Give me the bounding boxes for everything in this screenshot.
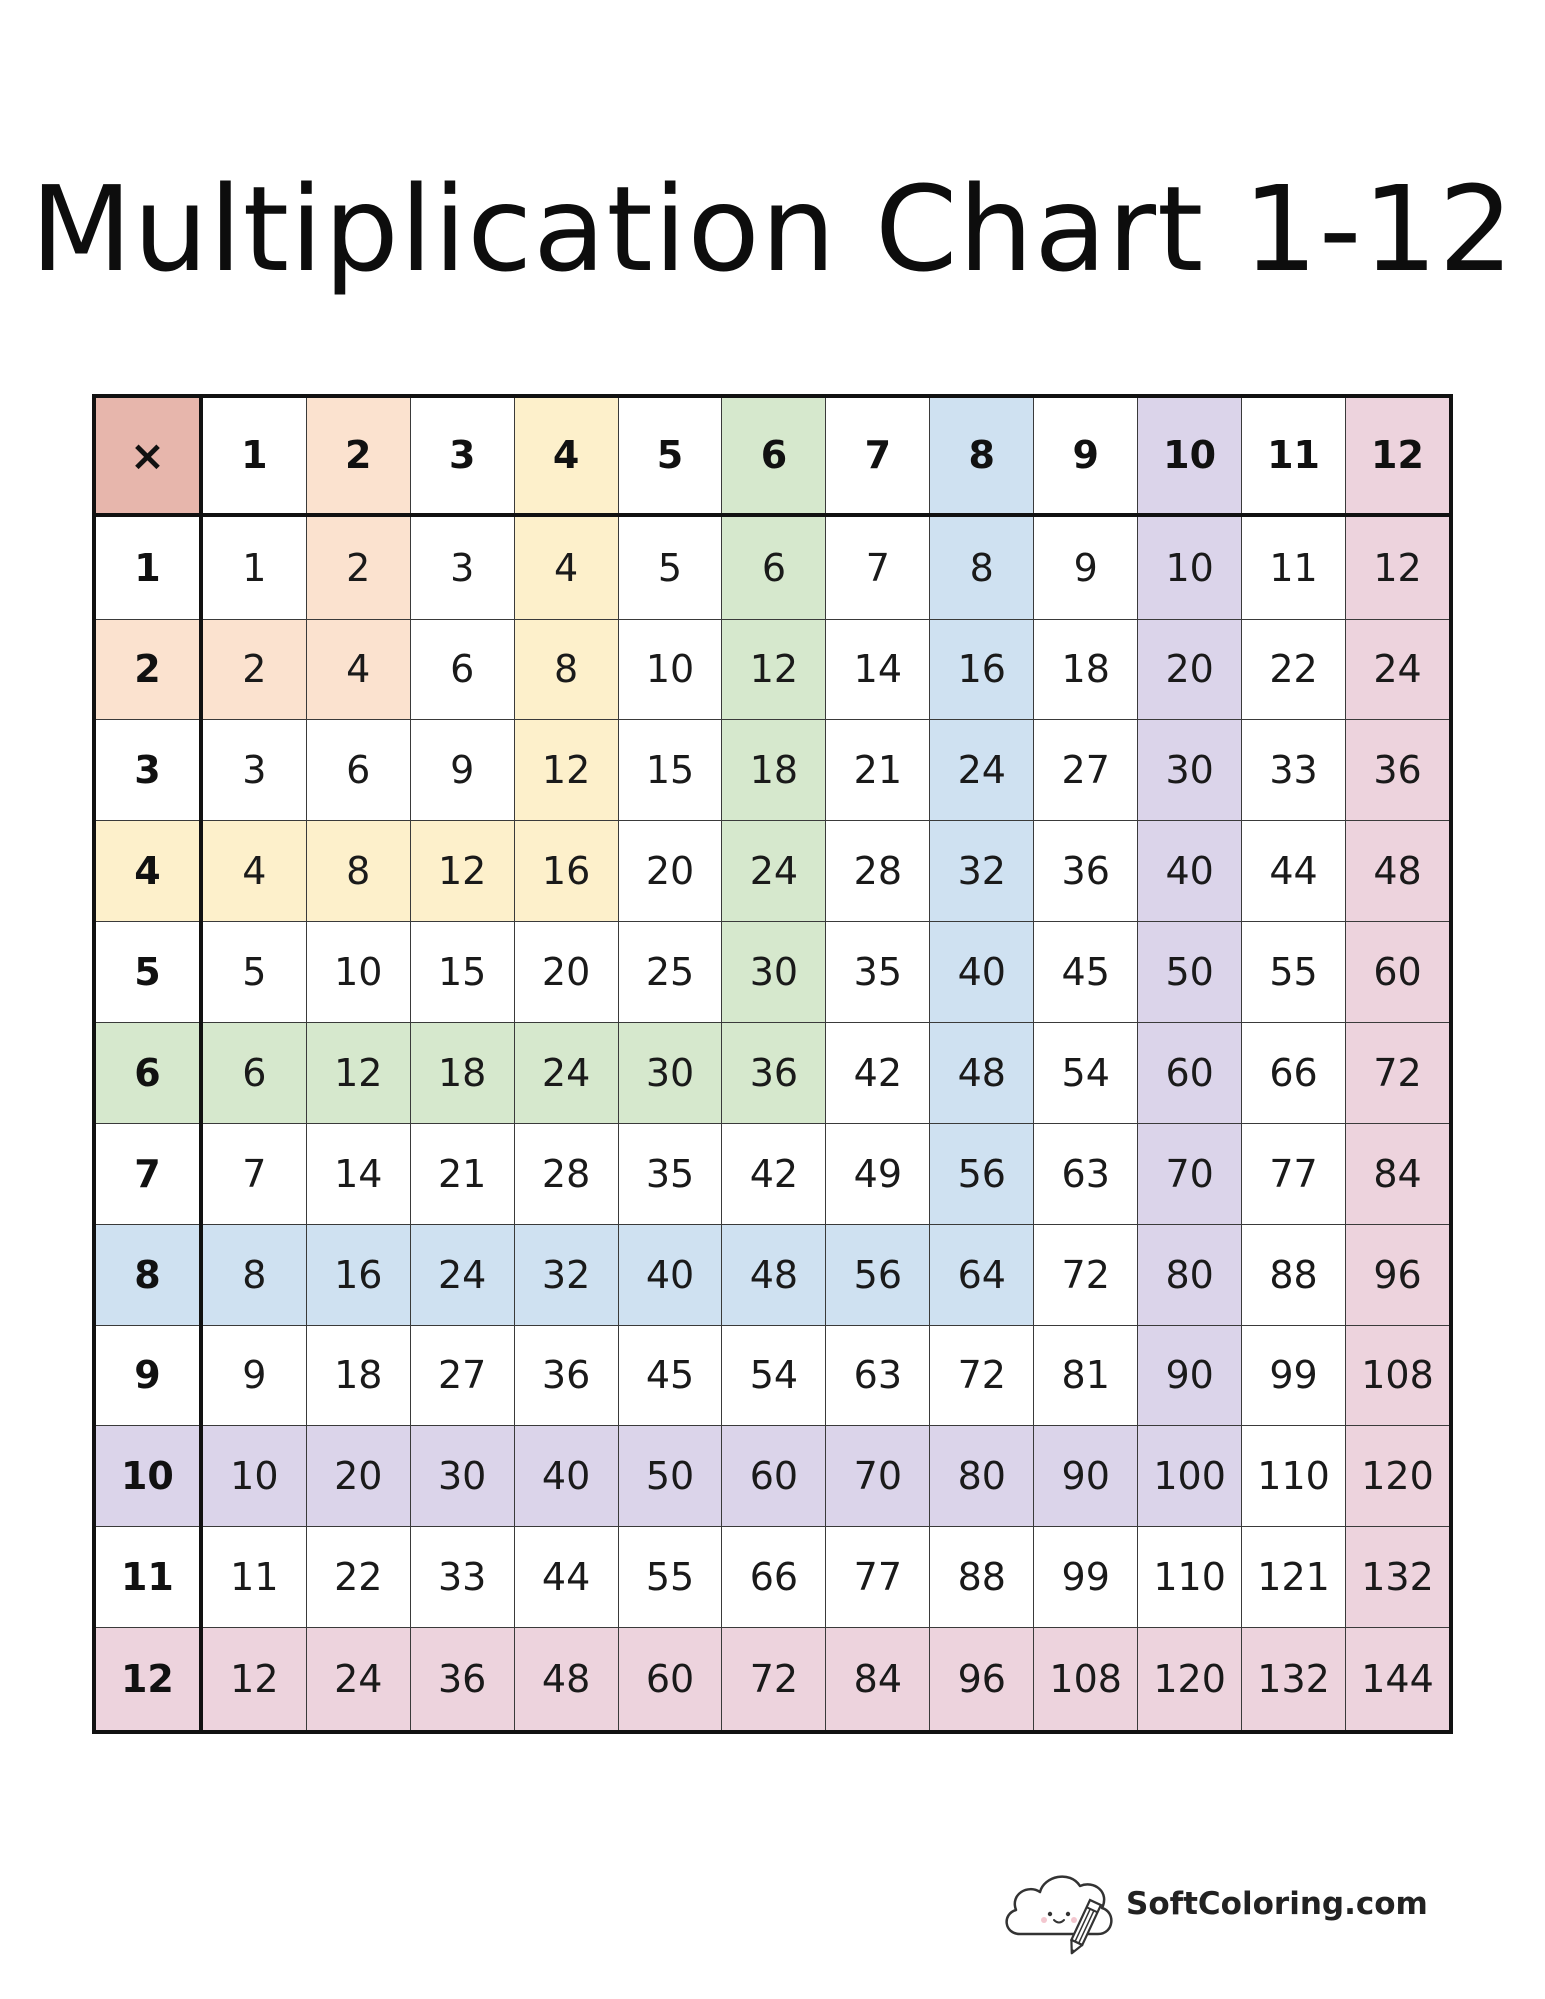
product-cell: 10 (1138, 515, 1242, 619)
product-cell: 99 (1242, 1325, 1346, 1426)
product-cell: 88 (930, 1527, 1034, 1628)
product-cell: 30 (618, 1022, 722, 1123)
product-cell: 36 (1346, 720, 1452, 821)
row-header: 4 (94, 821, 201, 922)
product-cell: 9 (410, 720, 514, 821)
product-cell: 100 (1138, 1426, 1242, 1527)
cloud-pencil-icon (998, 1856, 1128, 1956)
product-cell: 5 (201, 922, 306, 1023)
product-cell: 8 (514, 619, 618, 720)
table-row (94, 1123, 1451, 1224)
product-cell: 108 (1034, 1628, 1138, 1732)
column-header: 6 (722, 396, 826, 515)
product-cell: 18 (306, 1325, 410, 1426)
page-title: Multiplication Chart 1-12 (30, 160, 1515, 298)
product-cell: 32 (514, 1224, 618, 1325)
product-cell: 54 (1034, 1022, 1138, 1123)
column-header: 3 (410, 396, 514, 515)
column-header: 7 (826, 396, 930, 515)
product-cell: 35 (618, 1123, 722, 1224)
row-header: 11 (94, 1527, 201, 1628)
product-cell: 60 (1138, 1022, 1242, 1123)
product-cell: 40 (1138, 821, 1242, 922)
product-cell: 72 (722, 1628, 826, 1732)
product-cell: 80 (930, 1426, 1034, 1527)
product-cell: 50 (618, 1426, 722, 1527)
product-cell: 48 (514, 1628, 618, 1732)
product-cell: 12 (201, 1628, 306, 1732)
product-cell: 70 (1138, 1123, 1242, 1224)
product-cell: 30 (722, 922, 826, 1023)
product-cell: 25 (618, 922, 722, 1023)
product-cell: 77 (826, 1527, 930, 1628)
product-cell: 20 (514, 922, 618, 1023)
product-cell: 28 (514, 1123, 618, 1224)
product-cell: 90 (1034, 1426, 1138, 1527)
product-cell: 144 (1346, 1628, 1452, 1732)
table-row (94, 1022, 1451, 1123)
product-cell: 20 (1138, 619, 1242, 720)
product-cell: 36 (722, 1022, 826, 1123)
product-cell: 8 (930, 515, 1034, 619)
product-cell: 132 (1346, 1527, 1452, 1628)
product-cell: 6 (410, 619, 514, 720)
product-cell: 10 (618, 619, 722, 720)
product-cell: 54 (722, 1325, 826, 1426)
product-cell: 15 (410, 922, 514, 1023)
product-cell: 72 (930, 1325, 1034, 1426)
product-cell: 12 (514, 720, 618, 821)
product-cell: 40 (930, 922, 1034, 1023)
product-cell: 50 (1138, 922, 1242, 1023)
product-cell: 36 (1034, 821, 1138, 922)
product-cell: 32 (930, 821, 1034, 922)
header-row (94, 396, 1451, 515)
product-cell: 55 (1242, 922, 1346, 1023)
product-cell: 132 (1242, 1628, 1346, 1732)
product-cell: 16 (306, 1224, 410, 1325)
product-cell: 63 (826, 1325, 930, 1426)
column-header: 2 (306, 396, 410, 515)
product-cell: 56 (930, 1123, 1034, 1224)
product-cell: 14 (826, 619, 930, 720)
product-cell: 120 (1346, 1426, 1452, 1527)
product-cell: 24 (514, 1022, 618, 1123)
product-cell: 60 (618, 1628, 722, 1732)
product-cell: 70 (826, 1426, 930, 1527)
column-header: 9 (1034, 396, 1138, 515)
product-cell: 27 (410, 1325, 514, 1426)
column-header: 1 (201, 396, 306, 515)
product-cell: 3 (201, 720, 306, 821)
product-cell: 96 (930, 1628, 1034, 1732)
product-cell: 12 (306, 1022, 410, 1123)
product-cell: 33 (1242, 720, 1346, 821)
product-cell: 24 (306, 1628, 410, 1732)
product-cell: 66 (1242, 1022, 1346, 1123)
table-row (94, 720, 1451, 821)
product-cell: 10 (201, 1426, 306, 1527)
row-header: 3 (94, 720, 201, 821)
product-cell: 36 (514, 1325, 618, 1426)
product-cell: 21 (826, 720, 930, 821)
product-cell: 22 (1242, 619, 1346, 720)
product-cell: 12 (722, 619, 826, 720)
table-row (94, 922, 1451, 1023)
product-cell: 63 (1034, 1123, 1138, 1224)
product-cell: 64 (930, 1224, 1034, 1325)
multiplication-table (92, 394, 1453, 1734)
product-cell: 44 (1242, 821, 1346, 922)
product-cell: 18 (1034, 619, 1138, 720)
product-cell: 77 (1242, 1123, 1346, 1224)
table-row (94, 821, 1451, 922)
table-row (94, 619, 1451, 720)
product-cell: 12 (1346, 515, 1452, 619)
product-cell: 60 (722, 1426, 826, 1527)
product-cell: 30 (1138, 720, 1242, 821)
product-cell: 40 (618, 1224, 722, 1325)
row-header: 9 (94, 1325, 201, 1426)
column-header: 8 (930, 396, 1034, 515)
product-cell: 9 (201, 1325, 306, 1426)
product-cell: 4 (201, 821, 306, 922)
product-cell: 81 (1034, 1325, 1138, 1426)
product-cell: 33 (410, 1527, 514, 1628)
product-cell: 21 (410, 1123, 514, 1224)
product-cell: 48 (722, 1224, 826, 1325)
product-cell: 8 (306, 821, 410, 922)
product-cell: 66 (722, 1527, 826, 1628)
product-cell: 120 (1138, 1628, 1242, 1732)
product-cell: 56 (826, 1224, 930, 1325)
product-cell: 16 (930, 619, 1034, 720)
row-header: 6 (94, 1022, 201, 1123)
product-cell: 72 (1034, 1224, 1138, 1325)
product-cell: 60 (1346, 922, 1452, 1023)
product-cell: 110 (1242, 1426, 1346, 1527)
product-cell: 4 (306, 619, 410, 720)
column-header: 11 (1242, 396, 1346, 515)
column-header: 10 (1138, 396, 1242, 515)
brand (998, 1856, 1428, 1956)
product-cell: 24 (930, 720, 1034, 821)
product-cell: 2 (201, 619, 306, 720)
product-cell: 24 (1346, 619, 1452, 720)
product-cell: 48 (1346, 821, 1452, 922)
product-cell: 72 (1346, 1022, 1452, 1123)
product-cell: 11 (201, 1527, 306, 1628)
product-cell: 40 (514, 1426, 618, 1527)
table-row (94, 1224, 1451, 1325)
product-cell: 99 (1034, 1527, 1138, 1628)
product-cell: 42 (826, 1022, 930, 1123)
row-header: 7 (94, 1123, 201, 1224)
column-header: 12 (1346, 396, 1452, 515)
column-header: 5 (618, 396, 722, 515)
product-cell: 16 (514, 821, 618, 922)
product-cell: 15 (618, 720, 722, 821)
table-row (94, 1628, 1451, 1732)
brand-text: SoftColoring.com (1126, 1886, 1428, 1922)
product-cell: 4 (514, 515, 618, 619)
product-cell: 24 (410, 1224, 514, 1325)
product-cell: 14 (306, 1123, 410, 1224)
product-cell: 24 (722, 821, 826, 922)
product-cell: 42 (722, 1123, 826, 1224)
product-cell: 44 (514, 1527, 618, 1628)
table-row (94, 1426, 1451, 1527)
table-row (94, 1527, 1451, 1628)
product-cell: 12 (410, 821, 514, 922)
corner-cell: × (94, 396, 201, 515)
product-cell: 96 (1346, 1224, 1452, 1325)
product-cell: 49 (826, 1123, 930, 1224)
product-cell: 20 (306, 1426, 410, 1527)
product-cell: 6 (722, 515, 826, 619)
product-cell: 90 (1138, 1325, 1242, 1426)
product-cell: 7 (826, 515, 930, 619)
product-cell: 6 (306, 720, 410, 821)
row-header: 12 (94, 1628, 201, 1732)
product-cell: 5 (618, 515, 722, 619)
row-header: 2 (94, 619, 201, 720)
product-cell: 84 (826, 1628, 930, 1732)
product-cell: 36 (410, 1628, 514, 1732)
row-header: 8 (94, 1224, 201, 1325)
row-header: 10 (94, 1426, 201, 1527)
column-header: 4 (514, 396, 618, 515)
product-cell: 108 (1346, 1325, 1452, 1426)
product-cell: 10 (306, 922, 410, 1023)
product-cell: 22 (306, 1527, 410, 1628)
product-cell: 1 (201, 515, 306, 619)
table-row (94, 515, 1451, 619)
table-row (94, 1325, 1451, 1426)
product-cell: 3 (410, 515, 514, 619)
product-cell: 84 (1346, 1123, 1452, 1224)
product-cell: 18 (410, 1022, 514, 1123)
product-cell: 110 (1138, 1527, 1242, 1628)
product-cell: 35 (826, 922, 930, 1023)
product-cell: 30 (410, 1426, 514, 1527)
product-cell: 88 (1242, 1224, 1346, 1325)
product-cell: 27 (1034, 720, 1138, 821)
product-cell: 45 (618, 1325, 722, 1426)
product-cell: 121 (1242, 1527, 1346, 1628)
product-cell: 20 (618, 821, 722, 922)
product-cell: 45 (1034, 922, 1138, 1023)
product-cell: 2 (306, 515, 410, 619)
product-cell: 18 (722, 720, 826, 821)
product-cell: 28 (826, 821, 930, 922)
product-cell: 8 (201, 1224, 306, 1325)
product-cell: 80 (1138, 1224, 1242, 1325)
row-header: 5 (94, 922, 201, 1023)
product-cell: 9 (1034, 515, 1138, 619)
row-header: 1 (94, 515, 201, 619)
product-cell: 7 (201, 1123, 306, 1224)
product-cell: 55 (618, 1527, 722, 1628)
product-cell: 48 (930, 1022, 1034, 1123)
product-cell: 6 (201, 1022, 306, 1123)
product-cell: 11 (1242, 515, 1346, 619)
